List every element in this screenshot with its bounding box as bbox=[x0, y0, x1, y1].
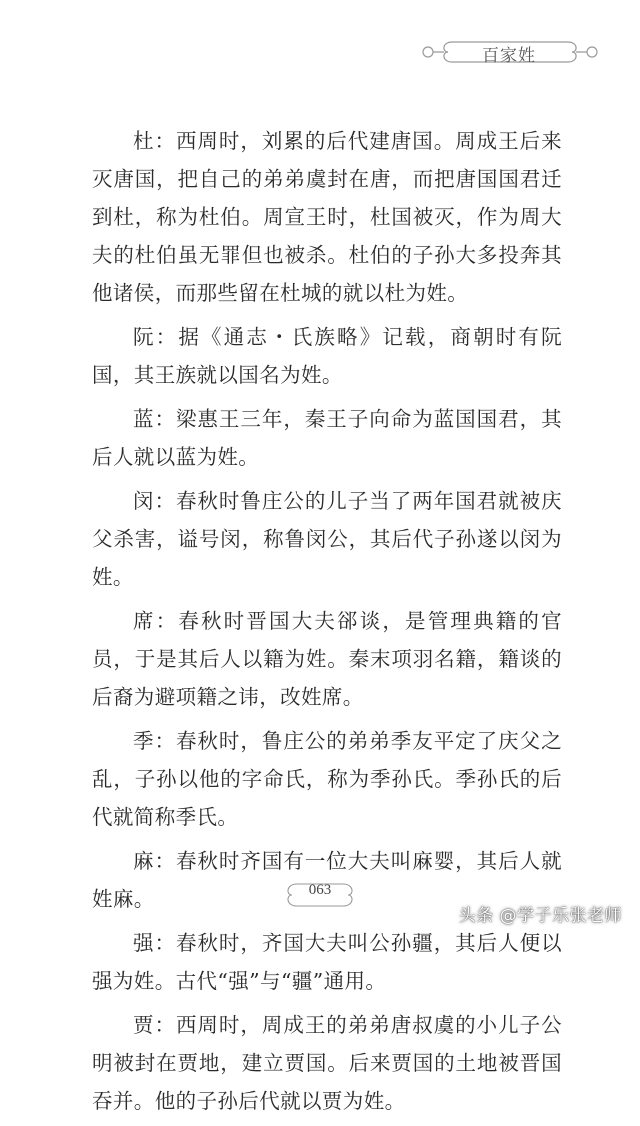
watermark: 头条 @学子乐张老师 bbox=[458, 906, 622, 926]
entry-jia: 贾：西周时，周成王的弟弟唐叔虞的小儿子公明被封在贾地，建立贾国。后来贾国的土地被晋国吞并。他的子孙后代就以贾为姓。 bbox=[92, 1013, 562, 1113]
page-number: 063 bbox=[308, 882, 332, 898]
entry-ji: 季：春秋时，鲁庄公的弟弟季友平定了庆父之乱，子孙以他的字命氏，称为季孙氏。季孙氏的后代就简称季氏。 bbox=[92, 729, 562, 829]
entry-qiang: 强：春秋时，齐国大夫叫公孙疆，其后人便以强为姓。古代“强”与“疆”通用。 bbox=[92, 931, 562, 993]
entry-ma: 麻：春秋时齐国有一位大夫叫麻婴，其后人就姓麻。 bbox=[92, 849, 562, 911]
header-title: 百家姓 bbox=[482, 46, 536, 66]
entry-lan: 蓝：梁惠王三年，秦王子向命为蓝国国君，其后人就以蓝为姓。 bbox=[92, 407, 562, 469]
entry-xi: 席：春秋时晋国大夫郤谈，是管理典籍的官员，于是其后人以籍为姓。秦末项羽名籍，籍谈的后裔为避项籍之讳，改姓席。 bbox=[92, 609, 562, 709]
entry-ruan: 阮：据《通志・氏族略》记载，商朝时有阮国，其王族就以国名为姓。 bbox=[92, 325, 562, 387]
entry-min: 闵：春秋时鲁庄公的儿子当了两年国君就被庆父杀害，谥号闵，称鲁闵公，其后代子孙遂以闵为姓。 bbox=[92, 489, 562, 589]
running-header bbox=[416, 34, 604, 70]
surname-entries bbox=[92, 122, 562, 1126]
entry-du: 杜：西周时，刘累的后代建唐国。周成王后来灭唐国，把自己的弟弟虞封在唐，而把唐国国君迁到杜，称为杜伯。周宣王时，杜国被灭，作为周大夫的杜伯虽无罪但也被杀。杜伯的子孙大多投奔其他诸侯，而那些留在杜城的就以杜为姓。 bbox=[92, 129, 562, 305]
